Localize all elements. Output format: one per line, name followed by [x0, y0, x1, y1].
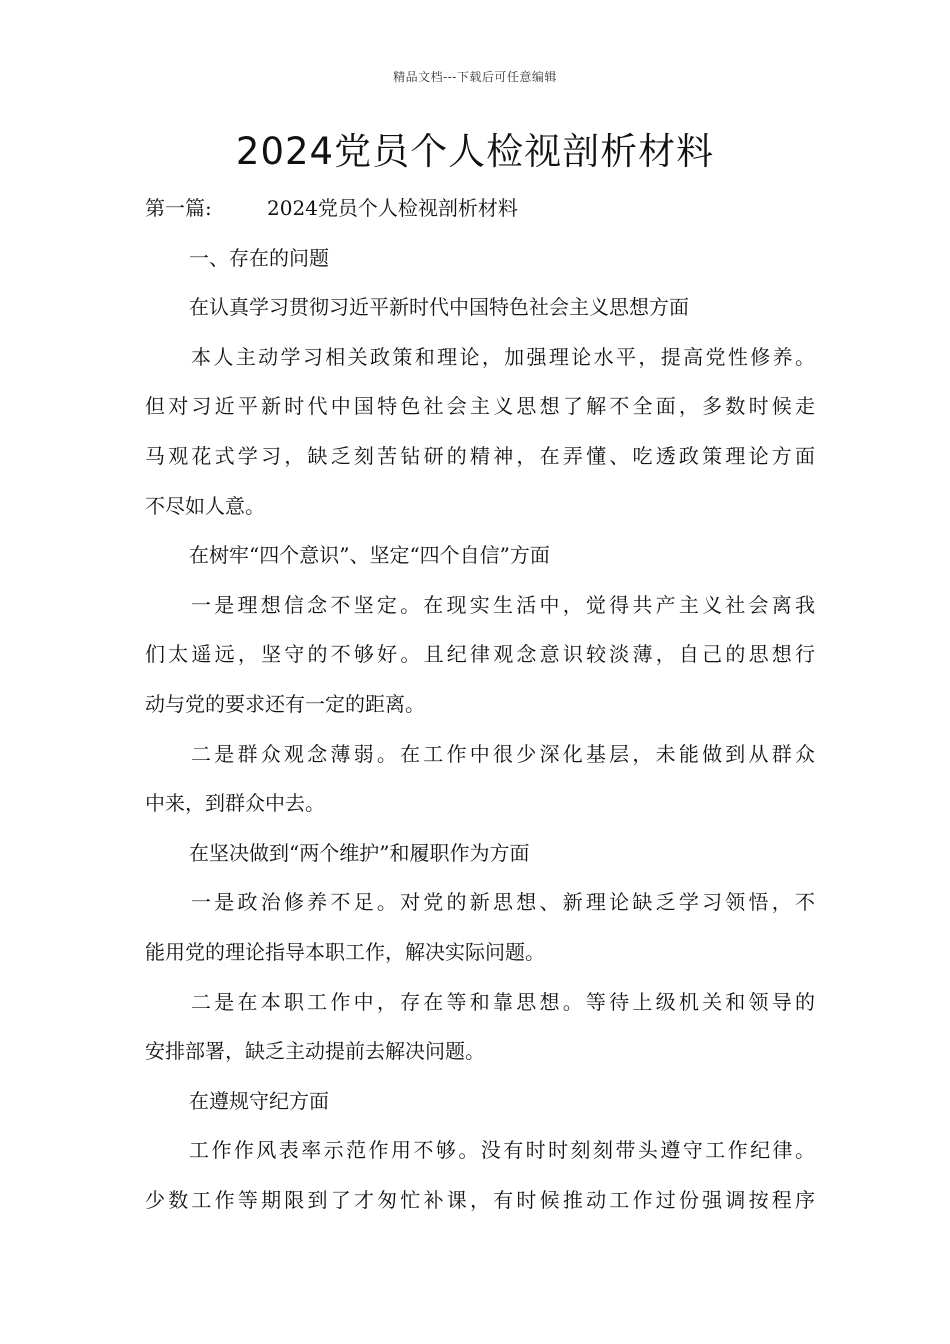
paragraph-line: 安排部署，缺乏主动提前去解决问题。	[145, 1039, 485, 1064]
paragraph-line: 们太遥远，坚守的不够好。且纪律观念意识较淡薄，自己的思想行	[145, 642, 815, 667]
paragraph-line: 能用党的理论指导本职工作，解决实际问题。	[145, 939, 545, 964]
paragraph-line: 少数工作等期限到了才匆忙补课，有时候推动工作过份强调按程序	[145, 1187, 815, 1212]
paragraph-line: 不尽如人意。	[145, 493, 265, 518]
paragraph-line: 本人主动学习相关政策和理论，加强理论水平，提高党性修养。	[191, 344, 815, 369]
paragraph-line: 一是政治修养不足。对党的新思想、新理论缺乏学习领悟，不	[191, 890, 815, 915]
paragraph-line: 二是在本职工作中，存在等和靠思想。等待上级机关和领导的	[191, 989, 815, 1014]
paragraph-line: 二是群众观念薄弱。在工作中很少深化基层，未能做到从群众	[191, 741, 815, 766]
chapter-heading	[145, 184, 815, 234]
paragraph-line: 工作作风表率示范作用不够。没有时时刻刻带头遵守工作纪律。	[189, 1138, 815, 1163]
subsection-heading-discipline: 在遵规守纪方面	[189, 1088, 329, 1113]
subsection-heading-study: 在认真学习贯彻习近平新时代中国特色社会主义思想方面	[189, 295, 689, 320]
paragraph-line: 一是理想信念不坚定。在现实生活中，觉得共产主义社会离我	[191, 592, 815, 617]
chapter-label: 第一篇:	[145, 196, 212, 220]
section-heading-problems: 一、存在的问题	[189, 245, 329, 270]
subsection-heading-maintain: 在坚决做到“两个维护”和履职作为方面	[189, 840, 530, 865]
subsection-heading-awareness: 在树牢“四个意识”、坚定“四个自信”方面	[189, 543, 550, 568]
header-note: 精品文档---下载后可任意编辑	[393, 70, 557, 84]
chapter-name: 2024党员个人检视剖析材料	[267, 196, 518, 220]
paragraph-line: 马观花式学习，缺乏刻苦钻研的精神，在弄懂、吃透政策理论方面	[145, 443, 815, 468]
paragraph-line: 但对习近平新时代中国特色社会主义思想了解不全面，多数时候走	[145, 394, 815, 419]
paragraph-line: 动与党的要求还有一定的距离。	[145, 691, 425, 716]
paragraph-line: 中来，到群众中去。	[145, 791, 325, 816]
document-body	[145, 184, 815, 1225]
document-title: 2024党员个人检视剖析材料	[235, 130, 715, 173]
